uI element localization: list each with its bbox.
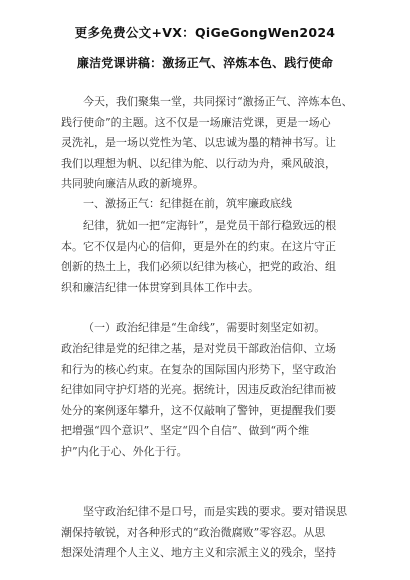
text-line: 共同驶向廉洁从政的新境界。 [61, 177, 204, 191]
text-line: 潮保持敏锐，对各种形式的“政治微腐败”零容忍。从思 [61, 525, 326, 539]
document-title: 廉洁党课讲稿：激扬正气、淬炼本色、践行使命 [76, 56, 334, 70]
text-line: 护”内化于心、外化于行。 [61, 444, 188, 458]
text-line: 灵洗礼，是一场以党性为笔、以忠诚为墨的精神书写。让 [61, 136, 336, 150]
paragraph-discipline [61, 216, 361, 298]
text-line: 我们以理想为帆、以纪律为舵、以行动为舟，乘风破浪， [61, 156, 336, 170]
text-line: 践行使命”的主题。这不仅是一场廉洁党课，更是一场心 [61, 115, 331, 129]
text-line: 创新的热土上，我们必须以纪律为核心，把党的政治、组 [61, 260, 336, 274]
text-line: 想深处清理个人主义、地方主义和宗派主义的残余，坚持 [61, 546, 336, 560]
subsection-heading-text: （一）政治纪律是“生命线”，需要时刻坚定如初。 [83, 321, 326, 334]
subsection-heading-1 [61, 318, 361, 339]
text-line: 政治纪律是党的纪律之基，是对党员干部政治信仰、立场 [61, 342, 336, 355]
text-line: 处分的案例逐年攀升，这不仅敲响了警钟，更提醒我们要 [61, 403, 336, 417]
paragraph-political-discipline [61, 339, 361, 463]
paragraph-practice [61, 502, 361, 564]
text-line: 坚守政治纪律不是口号，而是实践的要求。要对错误思 [83, 505, 347, 518]
page-header: 更多免费公文+VX：QiGeGongWen2024 [74, 25, 336, 40]
text-line: 纪律如同守护灯塔的光亮。据统计，因违反政治纪律而被 [61, 383, 336, 397]
text-line: 和行为的核心约束。在复杂的国际国内形势下，坚守政治 [61, 362, 336, 376]
text-line: 纪律，犹如一把“定海针”，是党员干部行稳致远的根 [83, 219, 337, 232]
text-line: 本。它不仅是内心的信仰，更是外在的约束。在这片守正 [61, 239, 336, 253]
section-heading-text: 一、激扬正气：纪律挺在前，筑牢廉政底线 [83, 197, 292, 210]
text-line: 把增强“四个意识”、坚定“四个自信”、做到“两个维 [61, 424, 310, 438]
text-line: 今天，我们聚集一堂，共同探讨“激扬正气、淬炼本色、 [83, 95, 353, 108]
section-heading-1 [61, 194, 361, 215]
paragraph-intro [61, 92, 361, 195]
text-line: 织和廉洁纪律一体贯穿到具体工作中去。 [61, 280, 259, 294]
